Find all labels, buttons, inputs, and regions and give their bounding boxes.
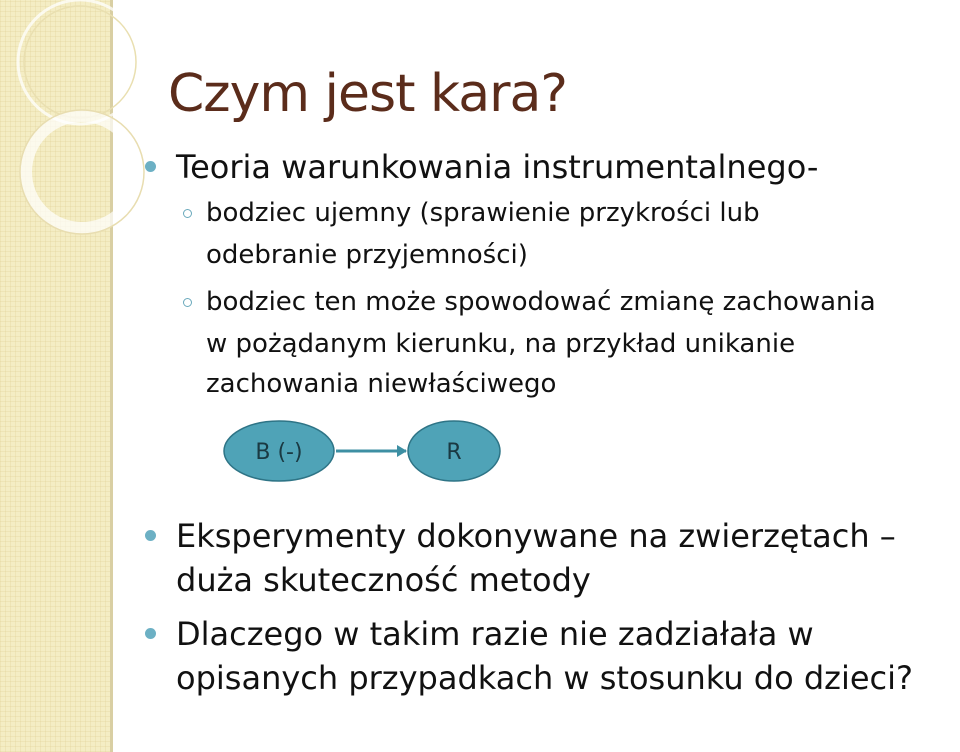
bullet-2-line-1: Eksperymenty dokonywane na zwierzętach – bbox=[176, 517, 896, 555]
bullet-marker bbox=[145, 628, 156, 639]
bullet-1-sub-2-line-3: zachowania niewłaściwego bbox=[206, 369, 557, 399]
stimulus-response-diagram bbox=[222, 418, 512, 484]
sub-bullet-marker bbox=[183, 298, 192, 307]
diagram-node-response-label: R bbox=[446, 440, 462, 465]
slide-title: Czym jest kara? bbox=[168, 64, 567, 124]
sub-bullet-marker bbox=[183, 209, 192, 218]
bullet-1-sub-2-line-2: w pożądanym kierunku, na przykład unikanie bbox=[206, 329, 796, 359]
bullet-marker bbox=[145, 530, 156, 541]
decorative-circles bbox=[0, 0, 200, 260]
bullet-1-sub-1-line-2: odebranie przyjemności) bbox=[206, 240, 528, 270]
diagram-node-punishment-label: B (-) bbox=[255, 440, 303, 465]
bullet-1-line-1: Teoria warunkowania instrumentalnego- bbox=[176, 148, 819, 186]
bullet-3-line-2: opisanych przypadkach w stosunku do dzieci? bbox=[176, 659, 913, 697]
bullet-1-sub-1-line-1: bodziec ujemny (sprawienie przykrości lub bbox=[206, 198, 760, 228]
bullet-2-line-2: duża skuteczność metody bbox=[176, 561, 591, 599]
bullet-marker bbox=[145, 161, 156, 172]
bullet-1-sub-2-line-1: bodziec ten może spowodować zmianę zachowania bbox=[206, 287, 876, 317]
bullet-3-line-1: Dlaczego w takim razie nie zadziałała w bbox=[176, 615, 814, 653]
